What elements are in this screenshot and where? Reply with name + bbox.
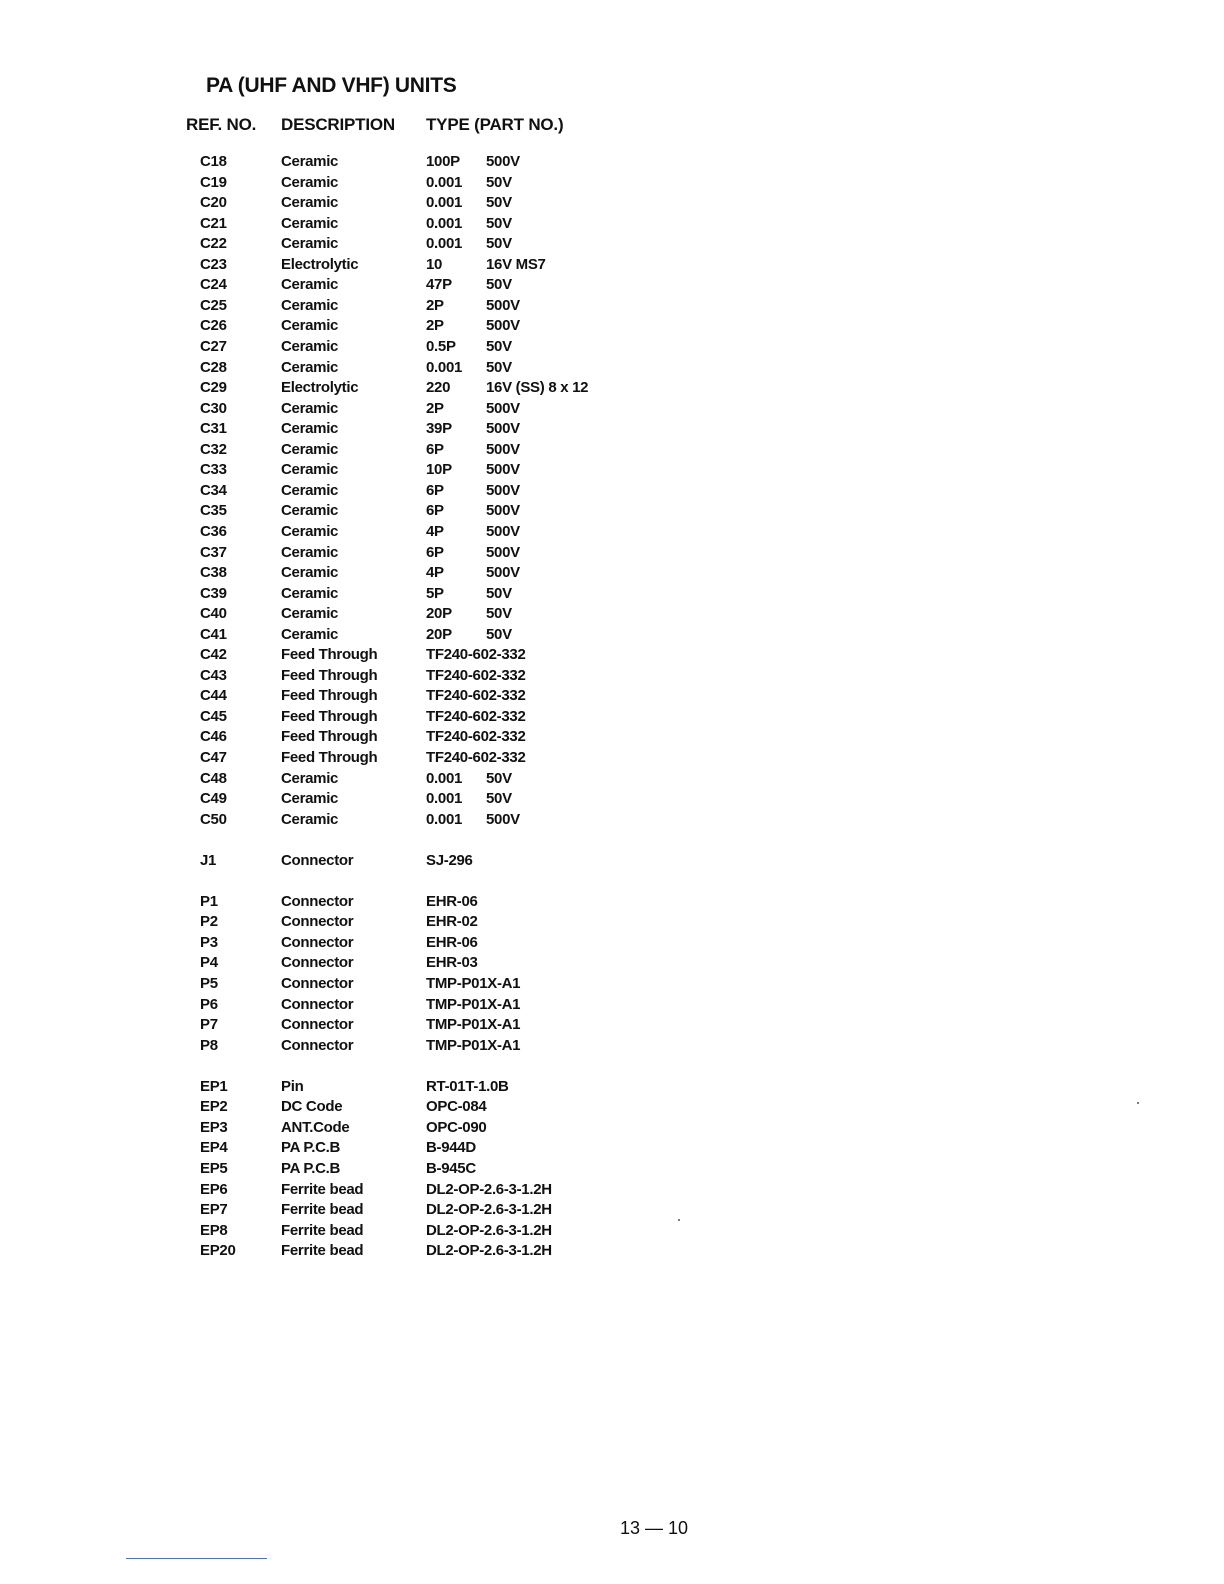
value-cell: 6P — [426, 440, 444, 458]
ref-cell: C37 — [200, 543, 227, 561]
ref-cell: P1 — [200, 892, 218, 910]
table-row — [0, 892, 1224, 912]
description-cell: Feed Through — [281, 646, 378, 664]
description-cell: Connector — [281, 954, 354, 972]
value-cell: 4P — [426, 522, 444, 540]
description-header: DESCRIPTION — [281, 115, 395, 134]
value-cell: DL2-OP-2.6-3-1.2H — [426, 1201, 552, 1218]
ref-cell: EP4 — [200, 1139, 228, 1157]
value-cell: 0.001 — [426, 358, 463, 376]
table-row — [0, 584, 1224, 604]
ref-cell: C24 — [200, 276, 227, 294]
ref-cell: P7 — [200, 1016, 218, 1034]
value-cell: 0.001 — [426, 810, 463, 828]
description-cell: DC Code — [281, 1098, 343, 1116]
value-cell: 220 — [426, 379, 451, 397]
table-row — [0, 543, 1224, 563]
value-cell: EHR-02 — [426, 913, 478, 931]
description-cell: Ceramic — [281, 276, 339, 294]
ref-cell: C29 — [200, 379, 227, 397]
description-cell: Ceramic — [281, 153, 339, 170]
page-number: 13 — 10 — [620, 1518, 689, 1538]
table-row — [0, 214, 1224, 234]
ref-cell: C28 — [200, 358, 227, 376]
description-cell: Feed Through — [281, 666, 378, 684]
value-cell: 100P — [426, 153, 460, 170]
scan-speck — [1137, 1102, 1139, 1104]
value-cell: TMP-P01X-A1 — [426, 1036, 521, 1054]
rating-cell: 50V — [486, 214, 512, 232]
table-row — [0, 953, 1224, 973]
rating-cell: 500V — [486, 502, 520, 520]
table-row — [0, 604, 1224, 624]
rating-cell: 50V — [486, 235, 512, 253]
description-cell: Ceramic — [281, 317, 339, 335]
ref-cell: C44 — [200, 687, 227, 705]
ref-cell: P5 — [200, 975, 218, 992]
value-cell: TF240-602-332 — [426, 666, 526, 684]
table-row — [0, 707, 1224, 727]
description-cell: Ceramic — [281, 769, 339, 787]
table-row — [0, 666, 1224, 686]
description-cell: Connector — [281, 1036, 354, 1054]
description-cell: Connector — [281, 995, 354, 1013]
table-row — [0, 440, 1224, 460]
rating-cell: 500V — [486, 296, 520, 314]
description-cell: Ferrite bead — [281, 1180, 364, 1198]
value-cell: 0.001 — [426, 790, 463, 807]
table-row — [0, 789, 1224, 809]
ref-cell: P2 — [200, 913, 218, 931]
value-cell: 2P — [426, 296, 444, 314]
table-row — [0, 378, 1224, 398]
description-cell: Ceramic — [281, 338, 339, 355]
rating-cell: 500V — [486, 481, 520, 499]
table-row — [0, 1097, 1224, 1117]
ref-cell: C26 — [200, 317, 227, 335]
ref-cell: C36 — [200, 522, 227, 540]
ref-cell: C39 — [200, 584, 227, 602]
rating-cell: 50V — [486, 358, 512, 376]
ref-cell: C48 — [200, 769, 227, 787]
value-cell: EHR-06 — [426, 933, 478, 951]
table-row — [0, 1015, 1224, 1035]
ref-cell: C45 — [200, 707, 227, 725]
description-cell: Ceramic — [281, 358, 339, 376]
description-cell: Feed Through — [281, 728, 378, 746]
value-cell: 20P — [426, 625, 452, 643]
rating-cell: 500V — [486, 317, 520, 335]
table-row — [0, 501, 1224, 521]
ref-cell: C30 — [200, 399, 227, 417]
table-row — [0, 933, 1224, 953]
description-cell: Ceramic — [281, 214, 339, 232]
ref-cell: C33 — [200, 461, 227, 479]
description-cell: Connector — [281, 892, 354, 910]
table-row — [0, 1077, 1224, 1097]
rating-cell: 16V MS7 — [486, 255, 546, 273]
description-cell: Ceramic — [281, 481, 339, 499]
rating-cell: 50V — [486, 194, 512, 212]
ref-cell: C27 — [200, 338, 227, 355]
description-cell: Connector — [281, 975, 354, 992]
ref-cell: C21 — [200, 214, 227, 232]
ref-cell: J1 — [200, 851, 217, 869]
footer-rule — [126, 1558, 267, 1559]
value-cell: 10 — [426, 255, 443, 273]
description-cell: Ceramic — [281, 810, 339, 828]
description-cell: Ferrite bead — [281, 1242, 364, 1260]
table-row — [0, 522, 1224, 542]
ref-cell: C23 — [200, 255, 227, 273]
table-row — [0, 1159, 1224, 1179]
ref-cell: EP7 — [200, 1201, 228, 1218]
value-cell: RT-01T-1.0B — [426, 1077, 509, 1095]
description-cell: Ceramic — [281, 235, 339, 253]
value-cell: 0.001 — [426, 214, 463, 232]
description-cell: Ceramic — [281, 584, 339, 602]
value-cell: 6P — [426, 502, 444, 520]
value-cell: 0.001 — [426, 194, 463, 212]
table-row — [0, 481, 1224, 501]
ref-cell: P6 — [200, 995, 218, 1013]
ref-cell: C32 — [200, 440, 227, 458]
table-row — [0, 255, 1224, 275]
value-cell: DL2-OP-2.6-3-1.2H — [426, 1180, 552, 1198]
table-row — [0, 358, 1224, 378]
ref-cell: EP2 — [200, 1098, 228, 1116]
ref-cell: C19 — [200, 173, 227, 191]
rating-cell: 500V — [486, 522, 520, 540]
rating-cell: 50V — [486, 769, 512, 787]
description-cell: Ceramic — [281, 461, 339, 479]
value-cell: TF240-602-332 — [426, 728, 526, 746]
rating-cell: 16V (SS) 8 x 12 — [486, 379, 589, 397]
ref-cell: C50 — [200, 810, 227, 828]
table-row — [0, 995, 1224, 1015]
rating-cell: 500V — [486, 420, 520, 438]
description-cell: Electrolytic — [281, 255, 359, 273]
table-row — [0, 851, 1224, 871]
table-row — [0, 810, 1224, 830]
table-row — [0, 1180, 1224, 1200]
description-cell: Ceramic — [281, 522, 339, 540]
ref-cell: C47 — [200, 748, 227, 766]
table-row — [0, 152, 1224, 172]
rating-cell: 50V — [486, 584, 512, 602]
rating-cell: 500V — [486, 153, 520, 170]
ref-cell: C46 — [200, 728, 227, 746]
ref-cell: C18 — [200, 153, 227, 170]
table-row — [0, 234, 1224, 254]
table-row — [0, 686, 1224, 706]
value-cell: 5P — [426, 584, 444, 602]
description-cell: Electrolytic — [281, 379, 359, 397]
value-cell: 6P — [426, 543, 444, 561]
description-cell: Ceramic — [281, 194, 339, 212]
table-row — [0, 296, 1224, 316]
ref-cell: P3 — [200, 933, 218, 951]
description-cell: Ferrite bead — [281, 1201, 364, 1218]
value-cell: TF240-602-332 — [426, 748, 526, 766]
table-row — [0, 1200, 1224, 1220]
rating-cell: 500V — [486, 810, 520, 828]
value-cell: 47P — [426, 276, 452, 294]
table-row — [0, 748, 1224, 768]
description-cell: Connector — [281, 933, 354, 951]
description-cell: PA P.C.B — [281, 1159, 341, 1177]
description-cell: Ceramic — [281, 564, 339, 581]
description-cell: Pin — [281, 1077, 304, 1095]
rating-cell: 500V — [486, 564, 520, 581]
value-cell: 6P — [426, 481, 444, 499]
description-cell: Ceramic — [281, 790, 339, 807]
table-row — [0, 1118, 1224, 1138]
ref-cell: C35 — [200, 502, 227, 520]
rating-cell: 50V — [486, 790, 512, 807]
description-cell: ANT.Code — [281, 1118, 350, 1136]
rating-cell: 500V — [486, 543, 520, 561]
rating-cell: 500V — [486, 399, 520, 417]
value-cell: 0.001 — [426, 173, 463, 191]
ref-cell: C34 — [200, 481, 227, 499]
ref-cell: C42 — [200, 646, 227, 664]
ref-cell: C40 — [200, 605, 227, 623]
table-row — [0, 399, 1224, 419]
description-cell: Ceramic — [281, 420, 339, 438]
ref-cell: P4 — [200, 954, 218, 972]
description-cell: Connector — [281, 851, 354, 869]
ref-cell: C43 — [200, 666, 227, 684]
description-cell: Ceramic — [281, 543, 339, 561]
ref-cell: EP3 — [200, 1118, 228, 1136]
description-cell: Connector — [281, 1016, 354, 1034]
value-cell: B-945C — [426, 1159, 476, 1177]
value-cell: 2P — [426, 399, 444, 417]
value-cell: 10P — [426, 461, 452, 479]
value-cell: B-944D — [426, 1139, 476, 1157]
description-cell: Ceramic — [281, 605, 339, 623]
ref-cell: EP6 — [200, 1180, 228, 1198]
value-cell: TF240-602-332 — [426, 646, 526, 664]
table-row — [0, 193, 1224, 213]
ref-no-header: REF. NO. — [186, 115, 257, 134]
value-cell: 20P — [426, 605, 452, 623]
table-row — [0, 419, 1224, 439]
table-row — [0, 645, 1224, 665]
value-cell: TMP-P01X-A1 — [426, 995, 521, 1013]
table-row — [0, 727, 1224, 747]
rating-cell: 50V — [486, 276, 512, 294]
ref-cell: EP5 — [200, 1159, 228, 1177]
ref-cell: C38 — [200, 564, 227, 581]
ref-cell: C41 — [200, 625, 227, 643]
table-row — [0, 769, 1224, 789]
value-cell: SJ-296 — [426, 851, 473, 869]
type-header: TYPE (PART NO.) — [426, 115, 564, 134]
table-row — [0, 563, 1224, 583]
value-cell: 2P — [426, 317, 444, 335]
table-row — [0, 974, 1224, 994]
description-cell: Ceramic — [281, 173, 339, 191]
description-cell: PA P.C.B — [281, 1139, 341, 1157]
description-cell: Ferrite bead — [281, 1221, 364, 1239]
value-cell: 0.001 — [426, 769, 463, 787]
description-cell: Connector — [281, 913, 354, 931]
ref-cell: C22 — [200, 235, 227, 253]
rating-cell: 50V — [486, 338, 512, 355]
table-row — [0, 1241, 1224, 1261]
description-cell: Ceramic — [281, 296, 339, 314]
table-row — [0, 625, 1224, 645]
description-cell: Ceramic — [281, 625, 339, 643]
ref-cell: EP1 — [200, 1077, 228, 1095]
value-cell: 0.001 — [426, 235, 463, 253]
table-row — [0, 1138, 1224, 1158]
description-cell: Ceramic — [281, 399, 339, 417]
ref-cell: EP8 — [200, 1221, 228, 1239]
ref-cell: P8 — [200, 1036, 218, 1054]
table-row — [0, 1036, 1224, 1056]
description-cell: Feed Through — [281, 707, 378, 725]
value-cell: TMP-P01X-A1 — [426, 975, 521, 992]
value-cell: EHR-06 — [426, 892, 478, 910]
table-row — [0, 912, 1224, 932]
table-row — [0, 1221, 1224, 1241]
rating-cell: 50V — [486, 605, 512, 623]
rating-cell: 500V — [486, 461, 520, 479]
ref-cell: C49 — [200, 790, 227, 807]
value-cell: 39P — [426, 420, 452, 438]
table-row — [0, 173, 1224, 193]
ref-cell: C20 — [200, 194, 227, 212]
value-cell: OPC-090 — [426, 1118, 487, 1136]
value-cell: TMP-P01X-A1 — [426, 1016, 521, 1034]
rating-cell: 50V — [486, 173, 512, 191]
value-cell: EHR-03 — [426, 954, 478, 972]
value-cell: 0.5P — [426, 338, 456, 355]
scan-speck — [678, 1219, 680, 1221]
table-row — [0, 337, 1224, 357]
table-row — [0, 275, 1224, 295]
value-cell: 4P — [426, 564, 444, 581]
value-cell: TF240-602-332 — [426, 687, 526, 705]
ref-cell: C25 — [200, 296, 227, 314]
ref-cell: C31 — [200, 420, 227, 438]
value-cell: OPC-084 — [426, 1098, 487, 1116]
table-row — [0, 316, 1224, 336]
rating-cell: 50V — [486, 625, 512, 643]
description-cell: Ceramic — [281, 440, 339, 458]
description-cell: Feed Through — [281, 687, 378, 705]
rating-cell: 500V — [486, 440, 520, 458]
value-cell: DL2-OP-2.6-3-1.2H — [426, 1221, 552, 1239]
table-row — [0, 460, 1224, 480]
value-cell: TF240-602-332 — [426, 707, 526, 725]
value-cell: DL2-OP-2.6-3-1.2H — [426, 1242, 552, 1260]
description-cell: Feed Through — [281, 748, 378, 766]
page-title: PA (UHF AND VHF) UNITS — [206, 74, 457, 97]
description-cell: Ceramic — [281, 502, 339, 520]
ref-cell: EP20 — [200, 1242, 236, 1260]
